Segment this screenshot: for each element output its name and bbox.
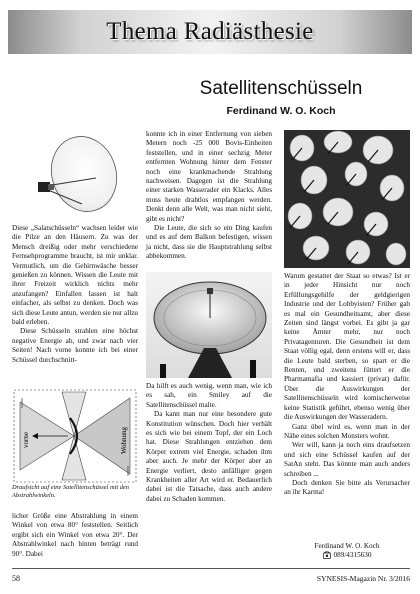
paragraph: Diese Schüsseln strahlen eine höchst negative Energie ab, und zwar nach vier Seiten! Nach vorne konnte ich bei einer Schüssel durchschnitt- xyxy=(12,327,138,364)
paragraph: Da hilft es auch wenig, wenn man, wie ich es sah, ein Smiley auf die Satellitenschüssel malte. xyxy=(146,382,272,409)
diagram-caption: Draufsicht auf eine Satellitenschüssel mit den Abstrahlwinkeln. xyxy=(12,484,129,499)
text-column-3 xyxy=(284,272,410,498)
page-number: 58 xyxy=(12,574,20,583)
section-title: Thema Radiästhesie xyxy=(106,18,314,45)
signature-contact xyxy=(284,551,410,560)
text-column-1 xyxy=(12,224,138,365)
paragraph: licher Größe eine Abstrahlung in einem Winkel von etwa 80° feststellen. Seitlich ergibt sich ein Winkel von etwa 20°. Der Abstrahlwinkel nach hinten beträgt rund 90°. Dabei xyxy=(12,512,138,558)
radiation-angle-diagram xyxy=(12,388,138,484)
text-column-2-continued xyxy=(146,382,272,504)
paragraph: konnte ich in einer Entfernung von sieben Metern noch -25 000 Bovis-Einheiten feststellen, und in einer sechzig Meter entfernten Wohnung hinter dem Fenster noch eine krankmachende Strahlung nachweisen. Dagegen ist die Strahlung einer starken Wasserader ein Klacks. Alles muss heute drahtlos empfangen werden. Denkt denn alle Welt, was man nicht sieht, gibt es nicht? xyxy=(146,130,272,223)
paragraph: Warum gestattet der Staat so etwas? Ist er in jeder Hinsicht nur noch Erfüllungsgehilfe der geldgierigen Industrie und der Lobbyisten? Früher gab es mal ein Gesundheitsamt, aber diese Zeiten sind längst vorbei. Es gibt ja gar keine Ämter mehr, nur noch Privatagenturen. Die Gesundheit ist dem Staat völlig egal, denn erstens will er, dass die Leute bald sterben, so spart er die Renten, und zweitens füttert er die Pharmamafia und kassiert (privat) dafür. Über die Auswirkungen der Satellitenschüsseln wird komischerweise keine Statistik geführt, ebenso wenig über die Auswirkungen der Wasseradern. xyxy=(284,272,410,422)
diagram-label-apartment: Wohnung xyxy=(120,426,128,454)
article-title: Satellitenschüsseln xyxy=(199,78,363,99)
paragraph: Wer will, kann ja noch eins draufsetzen und sich eine Schüssel kaufen auf der SatAn steht. Das könnte man auch anders schreiben ... xyxy=(284,441,410,478)
signature-name: Ferdinand W. O. Koch xyxy=(314,542,380,550)
paragraph: Da kann man nur eine besondere gute Konstitution wünschen. Doch hier verhält es sich wie bei einem Topf, der ein Loch hat. Diese Strahlungen entziehen dem Körper extrem viel Energie, schaden ihm aber auch. Je mehr der Körper aber an Energie verliert, desto anfälliger gegen Krankheiten aller Art wird er. Bedauerlich dabei ist die Tatsache, dass auch andere dabei zu Schaden kommen. xyxy=(146,410,272,503)
paragraph: Doch denken Sie bitte als Verursacher an ihr Karma! xyxy=(284,478,410,497)
large-dish-photo xyxy=(146,272,272,378)
paragraph: Ganz übel wird es, wenn man in der Nähe eines solchen Monsters wohnt. xyxy=(284,422,410,440)
signature-phone: 089/4315630 xyxy=(333,551,372,560)
author-signature xyxy=(284,542,410,561)
magazine-issue: SYNESIS-Magazin Nr. 3/2016 xyxy=(316,574,410,583)
text-column-2 xyxy=(146,130,272,262)
text-column-1-continued xyxy=(12,512,138,559)
footer-divider xyxy=(12,568,410,569)
phone-icon xyxy=(323,551,331,559)
paragraph: Die Leute, die sich so ein Ding kaufen und es auf dem Balkon befestigen, wissen ja nicht, dass sie die Hauptstrahlung selbst abbekommen. xyxy=(146,224,272,261)
paragraph: Diese „Salatschüsseln“ wachsen leider wie die Pilze an den Häusern. Zu was der Mensch dreißig oder mehr verschiedene Fernsehprogramme braucht, ist mir unklar. Vermutlich, um die Gehirnwäsche besser genießen zu können. Wissen die Leute mit ihrer Freizeit wirklich nichts mehr anzufangen? Einfallen lassen ist halt einfacher, als selbst zu denken. Doch was sich diese Leute antun, werden sie nur allzu bald erleben. xyxy=(12,224,138,327)
section-banner xyxy=(8,10,412,54)
diagram-label-front: vorne xyxy=(22,432,30,448)
dishes-on-building-photo xyxy=(284,130,410,268)
satellite-dish-illustration xyxy=(12,132,138,220)
article-author: Ferdinand W. O. Koch xyxy=(226,105,336,117)
